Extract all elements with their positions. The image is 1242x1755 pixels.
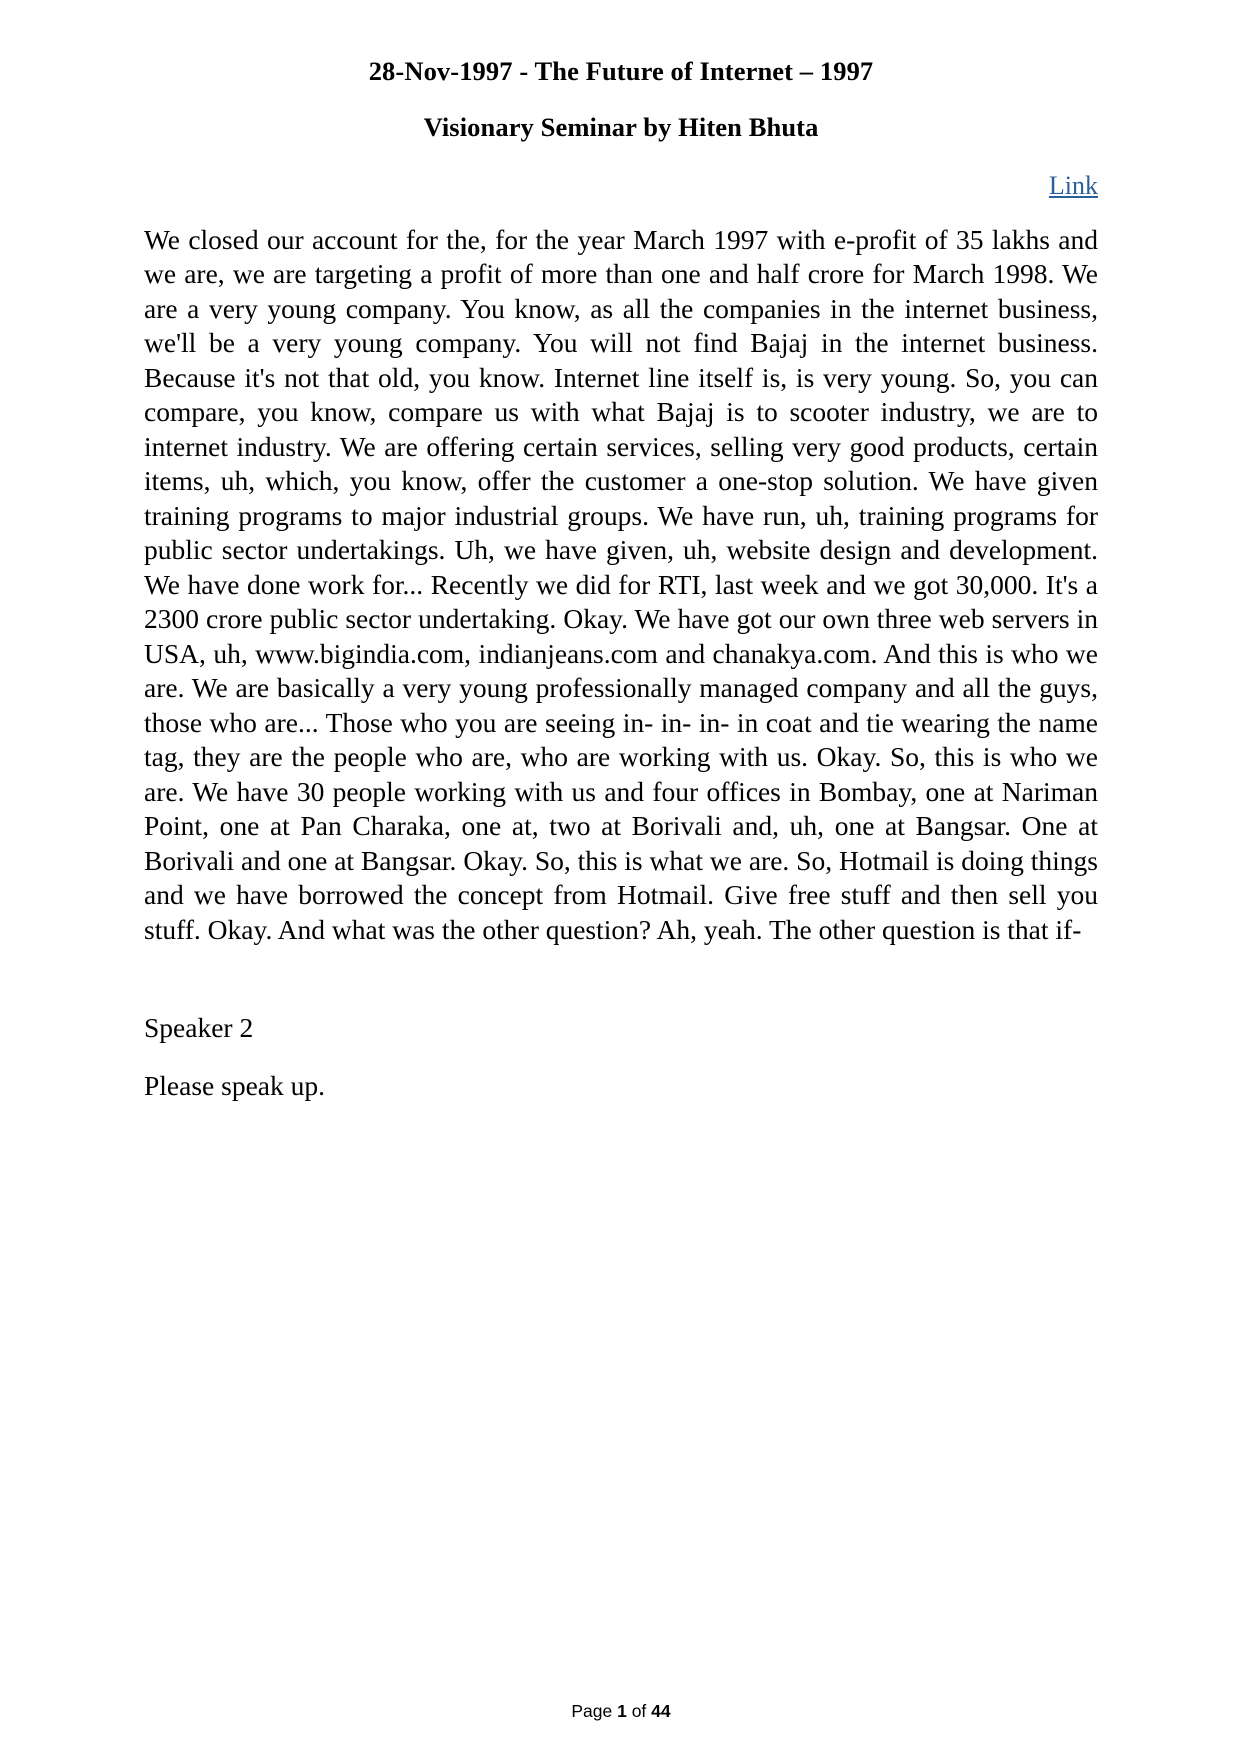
page-footer bbox=[0, 1701, 1242, 1722]
transcript-paragraph: We closed our account for the, for the year March 1997 with e-profit of 35 lakhs and we are, we are targeting a profit of more than one and half crore for March 1998. We are a very young company. You know, as all the companies in the internet business, we'll be a very young company. You will not find Bajaj in the internet business. Because it's not that old, you know. Internet line itself is, is very young. So, you can compare, you know, compare us with what Bajaj is to scooter industry, we are to internet industry. We are offering certain services, selling very good products, certain items, uh, which, you know, offer the customer a one-stop solution. We have given training programs to major industrial groups. We have run, uh, training programs for public sector undertakings. Uh, we have given, uh, website design and development. We have done work for... Recently we did for RTI, last week and we got 30,000. It's a 2300 crore public sector undertaking. Okay. We have got our own three web servers in USA, uh, www.bigindia.com, indianjeans.com and chanakya.com. And this is who we are. We are basically a very young professionally managed company and all the guys, those who are... Those who you are seeing in- in- in- in coat and tie wearing the name tag, they are the people who are, who are working with us. Okay. So, this is who we are. We have 30 people working with us and four offices in Bombay, one at Nariman Point, one at Pan Charaka, one at, two at Borivali and, uh, one at Bangsar. One at Borivali and one at Bangsar. Okay. So, this is what we are. So, Hotmail is doing things and we have borrowed the concept from Hotmail. Give free stuff and then sell you stuff. Okay. And what was the other question? Ah, yeah. The other question is that if- bbox=[144, 223, 1098, 945]
page-title-line-2: Visionary Seminar by Hiten Bhuta bbox=[423, 111, 819, 142]
speaker-utterance: Please speak up. bbox=[144, 1069, 325, 1101]
source-link[interactable]: Link bbox=[1048, 170, 1098, 200]
footer-total-pages: 44 bbox=[651, 1701, 671, 1721]
footer-middle: of bbox=[626, 1701, 652, 1721]
footer-current-page: 1 bbox=[617, 1701, 627, 1721]
footer-prefix: Page bbox=[571, 1701, 618, 1721]
page-title-line-1: 28-Nov-1997 - The Future of Internet – 1997 bbox=[368, 56, 874, 86]
link-row bbox=[144, 171, 1098, 201]
speaker-label: Speaker 2 bbox=[144, 1012, 254, 1043]
